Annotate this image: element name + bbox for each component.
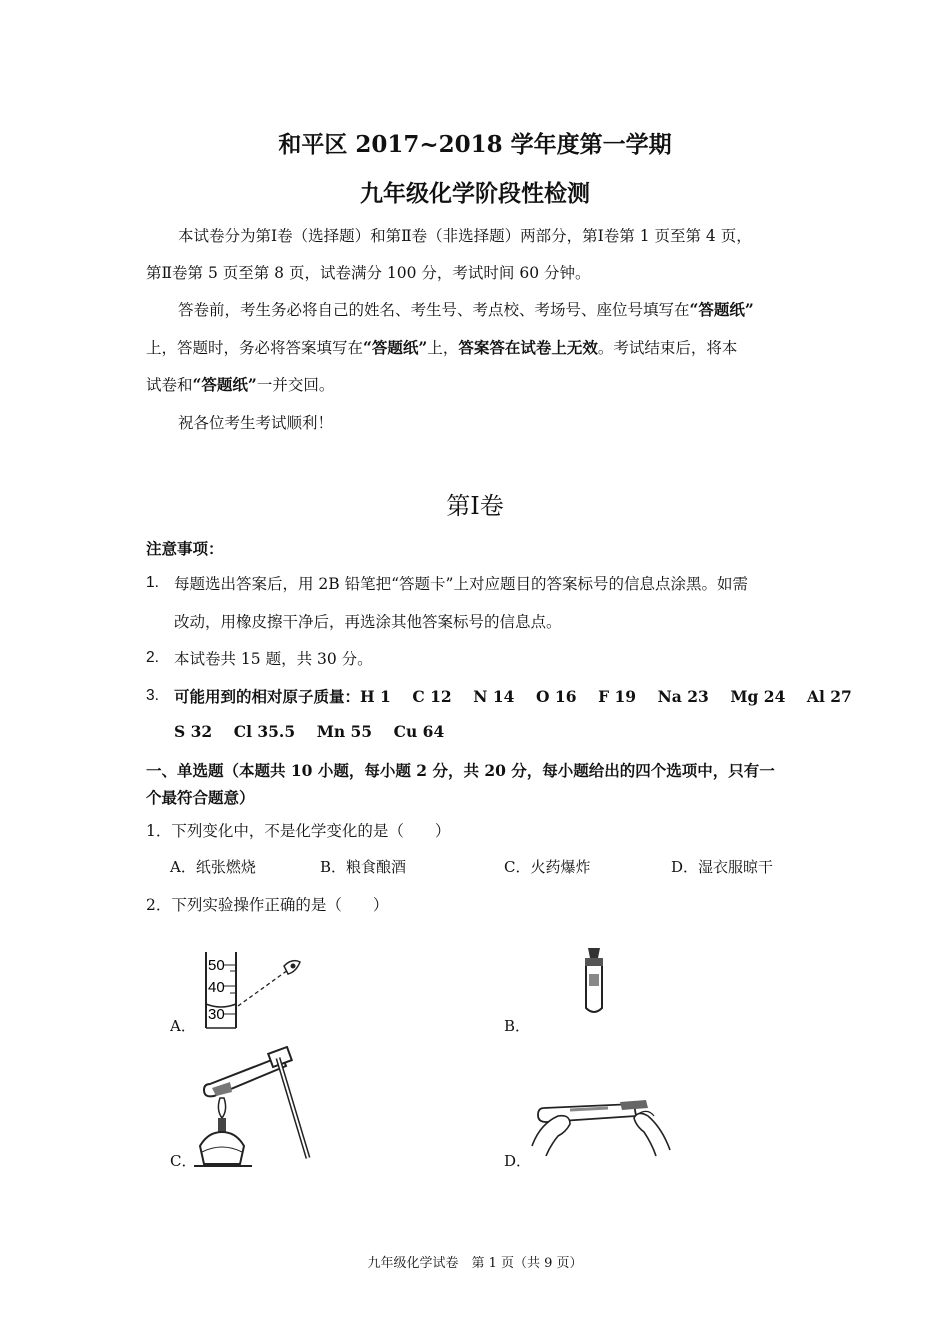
part-heading-line2: 个最符合题意）: [146, 788, 255, 807]
invalid-answer-warning: 答案答在试卷上无效: [458, 338, 598, 357]
note-3-line2: S 32 Cl 35.5 Mn 55 Cu 64: [174, 722, 445, 741]
question-1-stem: 1．下列变化中，不是化学变化的是（ ）: [146, 822, 451, 840]
note-number: 2.: [146, 649, 159, 666]
q1-option-b: B．粮食酿酒: [320, 858, 407, 876]
note-3-line1: 可能用到的相对原子质量：H 1 C 12 N 14 O 16 F 19 Na 23 Mg 24 Al 27: [174, 687, 852, 706]
cylinder-scale-label: 50: [208, 957, 225, 974]
section-heading: 第Ⅰ卷: [446, 492, 504, 520]
intro-p2-line1: [178, 298, 754, 320]
intro-text: 。考试结束后，将本: [597, 339, 738, 357]
note-1-line2: 改动，用橡皮擦干净后，再选涂其他答案标号的信息点。: [174, 613, 562, 631]
intro-text: 试卷和: [146, 376, 193, 394]
part-heading-line1: 一、单选题（本题共 10 小题，每小题 2 分，共 20 分，每小题给出的四个选项中，只有一: [146, 761, 775, 780]
intro-p1-line1: 本试卷分为第Ⅰ卷（选择题）和第Ⅱ卷（非选择题）两部分，第Ⅰ卷第 1 页至第 4 页，: [178, 227, 752, 245]
page-footer: 九年级化学试卷 第 1 页（共 9 页）: [367, 1256, 583, 1271]
alcohol-lamp-heating-figure: [190, 1046, 330, 1170]
intro-text: 答卷前，考生务必将自己的姓名、考生号、考点校、考场号、座位号填写在: [178, 301, 690, 319]
note-2-line1: 本试卷共 15 题，共 30 分。: [174, 650, 373, 668]
cylinder-scale-label: 40: [208, 979, 225, 996]
intro-p1-line2: 第Ⅱ卷第 5 页至第 8 页，试卷满分 100 分，考试时间 60 分钟。: [146, 264, 591, 282]
q2-option-b: B．: [504, 1017, 531, 1035]
intro-text: 上，: [427, 339, 459, 357]
notes-label: 注意事项：: [146, 539, 224, 558]
q2-option-a: A．: [170, 1017, 196, 1035]
exam-title: 和平区 2017~2018 学年度第一学期: [278, 131, 672, 158]
answer-sheet-emphasis: “答题纸”: [363, 338, 428, 357]
q1-option-d: D．湿衣服晾干: [671, 858, 774, 876]
q1-option-c: C．火药爆炸: [504, 858, 591, 876]
cylinder-scale-label: 30: [208, 1006, 225, 1023]
hands-test-tube-figure: [530, 1086, 672, 1158]
answer-sheet-emphasis: “答题纸”: [192, 375, 257, 394]
question-2-stem: 2．下列实验操作正确的是（ ）: [146, 896, 389, 914]
intro-p2-line3: [146, 373, 334, 395]
graduated-cylinder-figure: [196, 948, 308, 1032]
intro-text: 一并交回。: [256, 376, 335, 394]
exam-subtitle: 九年级化学阶段性检测: [360, 180, 590, 207]
intro-p2-line2: [146, 336, 737, 358]
q2-option-d: D．: [504, 1152, 532, 1170]
hand-icon: [532, 1116, 570, 1156]
flame-icon: [218, 1098, 225, 1118]
note-number: 3.: [146, 687, 159, 704]
intro-text: 上，答题时，务必将答案填写在: [146, 339, 364, 357]
note-1-line1: 每题选出答案后，用 2B 铅笔把“答题卡”上对应题目的答案标号的信息点涂黑。如需: [174, 575, 748, 593]
test-tube-stopper-figure: [576, 946, 612, 1018]
q1-option-a: A．纸张燃烧: [170, 858, 256, 876]
good-luck-line: 祝各位考生考试顺利！: [178, 414, 334, 432]
hand-icon: [634, 1113, 670, 1156]
note-number: 1.: [146, 574, 159, 591]
answer-sheet-emphasis: “答题纸”: [689, 300, 754, 319]
q2-option-c: C．: [170, 1152, 197, 1170]
